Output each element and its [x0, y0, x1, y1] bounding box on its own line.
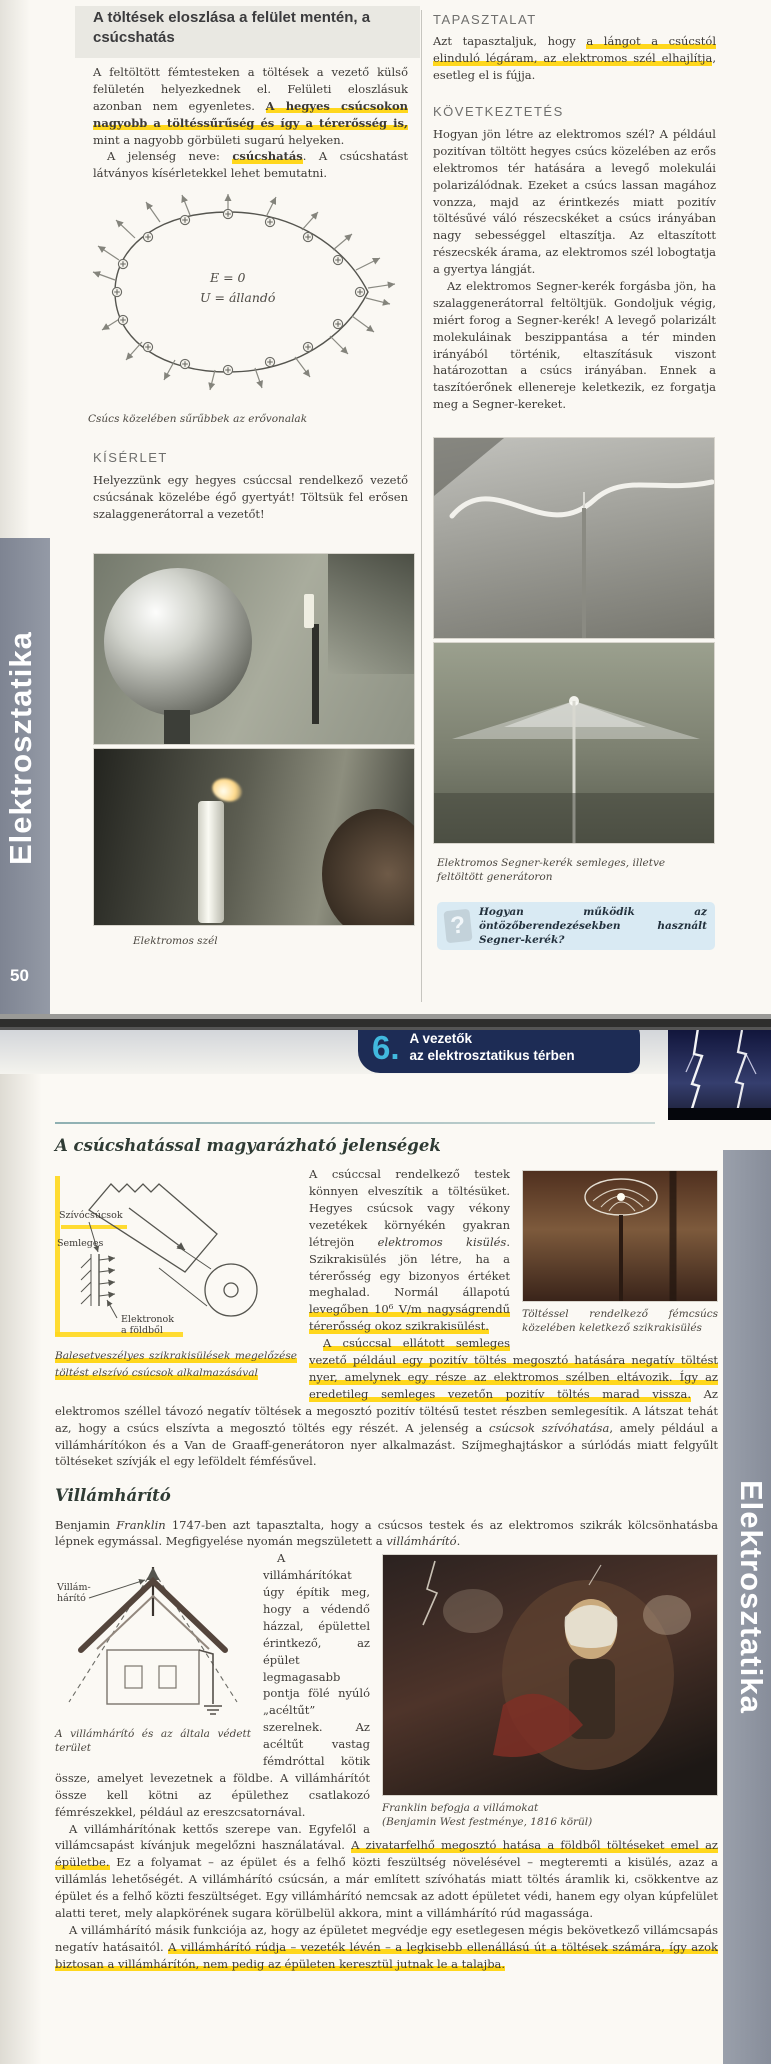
generator-column: [164, 710, 190, 745]
candle: [198, 801, 224, 923]
highlighted-text: A csúccsal ellátott semleges vezető például egy pozitív töltés megosztó hatására negatív töltést nyer, amelynek egy része az elektromos szélben eltávozik. Így az eredetileg semleges vezetőn pozitív töltés marad vissza.: [309, 1336, 718, 1401]
question-text: Hogyan működik az öntözőberendezésekben használt Segner-kerék?: [479, 905, 707, 947]
roller: [205, 1264, 257, 1316]
conclusion-text: [433, 126, 716, 413]
page1-left-margin-shade: [0, 0, 30, 540]
section-rule: [55, 1122, 655, 1124]
chapter-title-line2: az elektrosztatikus térben: [409, 1048, 575, 1063]
text-run: .: [456, 1534, 461, 1549]
house-body: [107, 1650, 199, 1704]
label-electrons-1: Elektronok: [121, 1314, 175, 1326]
paragraph: [55, 1517, 718, 1551]
conclusion-paragraph-1: Hogyan jön létre az elektromos szél? A például pozitívan töltött hegyes csúcs közelében az erős elektromos tér hatására a levegő molekulái polarizálódnak. Ezeket a csúcs lassan magához vonzza, majd az érintkezés miatt pozitív töltésűvé váló részecskéket a csúcs irányában nagy sebességgel eltaszítja. Az eltaszított részecskék árama, az elektromos szél lobogtatja a gyertya lángját.: [433, 127, 716, 277]
text-run: Azt tapasztaljuk, hogy: [433, 34, 587, 48]
paragraph: A villámhárítókat úgy építik meg, hogy a védendő házzal, épülettel érintkező, az épület legmagasabb pontja fölé nyúló „acéltűt” szerelnek. Az acéltűt vastag fémdróttal kötik össze, amelyet levezetnek a földbe. A villámhárítót össze kell kötni az épülethez csatlakozó fémrészekkel, például az ereszcsatornával.: [55, 1551, 370, 1819]
candle: [304, 594, 314, 628]
text-run: . Szikrakisülés jön létre, ha a térerősség egy bizonyos értéket meghalad. Normál állapotú: [309, 1234, 510, 1300]
text-run: Ez a folyamat – az épület és a felhő közti feszültség növelésével – megteremti a kisülés, azaz a villámlás lehetőségét. A villámhárító csúcsán, a már említett szívóhatás miatt töltés áramlik ki, csökkentve az épület és a felhő közti feszültséget. Egy villámhárító nemcsak az adott épületet védi, hanem egy olyan kúpfelület alatti teret, mely alapkörének sugara körülbelül akkora, mint a villámhárító rúd magassága.: [55, 1855, 718, 1921]
text-run: , esetleg el is fújja.: [433, 50, 716, 82]
hand-silhouette: [322, 809, 415, 926]
window: [159, 1666, 176, 1688]
highlighted-text: levegőben 10⁶ V/m nagyságrendű térerősség okoz szikrakisülést.: [309, 1302, 510, 1334]
segner-wheel-wire: [434, 438, 715, 639]
photo-segner-neutral: [433, 437, 715, 639]
house-diagram-figure: [55, 1554, 251, 1755]
italic-term: elektromos kisülés: [377, 1234, 507, 1249]
experiment-heading: KÍSÉRLET: [93, 450, 168, 465]
label-potential-constant: U = állandó: [200, 290, 276, 305]
marker-line-horizontal: [55, 1332, 183, 1337]
intro-paragraphs: [93, 64, 408, 182]
column-divider: [421, 10, 422, 1002]
chapter-title-line1: A vezetők: [409, 1031, 473, 1047]
experiment-text: Helyezzünk egy hegyes csúccsal rendelkező vezető csúcsának közelébe égő gyertyát! Töltsük fel erősen szalaggenerátorral a vezetőt!: [93, 473, 408, 521]
lightning-bolts: [668, 1030, 771, 1120]
diagram-caption: Csúcs közelében sűrűbbek az erővonalak: [88, 413, 308, 425]
text-run: A csúccsal rendelkező testek könnyen elveszítik a töltésüket. Hegyes csúcsok vagy vékony vezetékek környékén gyakran létrejön: [309, 1167, 510, 1249]
page-number: 50: [10, 966, 29, 985]
painting-caption-line2: (Benjamin West festménye, 1816 körül): [382, 1816, 593, 1829]
franklin-painting-figure: [382, 1554, 718, 1829]
page1-sidebar: [0, 538, 50, 1016]
paragraph: [55, 1922, 718, 1973]
chapter-banner: [358, 1030, 640, 1073]
conclusion-heading: KÖVETKEZTETÉS: [433, 104, 564, 119]
highlighted-text: A villámhárító rúdja – vezeték lévén – a legkisebb ellenállású út a töltések számára, így azok biztosan a villámhárítón, nem pedig az épületen keresztül jutnak le a talajba.: [55, 1939, 719, 1971]
label-lightning-rod-2: hárító: [57, 1593, 86, 1605]
highlighted-text: A hegyes csúcsokon nagyobb a töltéssűrűség és így a térerősség is,: [93, 98, 408, 130]
text-run: mint a nagyobb görbületi sugarú helyeken.: [93, 132, 345, 147]
italic-term: Franklin: [116, 1517, 166, 1532]
photo-caption-segner: Elektromos Segner-kerék semleges, illetve feltöltött generátoron: [437, 857, 666, 884]
window: [125, 1666, 142, 1688]
highlighted-text: a lángot a csúcstól elinduló légáram, az elektromos szél elhajlítja: [433, 34, 716, 65]
text-run: A feltöltött fémtesteken a töltések a vezető külső felületén helyezkednek el. Felületi eloszlásuk azonban nem egyenletes.: [93, 65, 408, 113]
marker-line-vertical: [55, 1176, 60, 1336]
highlighted-text: csúcshatás: [232, 149, 303, 164]
house-diagram-caption: A villámhárító és az általa védett terület: [55, 1728, 251, 1755]
text-run: Benjamin: [55, 1517, 117, 1532]
section-heading-peak-effect: A csúcshatással magyarázható jelenségek: [55, 1136, 441, 1155]
field-lines-drawing: [88, 192, 410, 404]
razor-diagram-figure: [55, 1170, 297, 1381]
down-conductor: [199, 1650, 213, 1704]
page2-sidebar: [723, 1150, 771, 2064]
generator-sphere: [104, 568, 252, 716]
page2: [0, 1030, 771, 2064]
painting-caption: [382, 1801, 718, 1829]
painting-detail: [383, 1555, 718, 1796]
label-lightning-rod-1: Villám-: [57, 1582, 91, 1594]
razor-diagram: [55, 1170, 297, 1342]
paragraph: [55, 1821, 718, 1922]
text-run: A jelenség neve:: [107, 149, 233, 164]
electric-wind-mist: [434, 643, 715, 844]
background-figure: [328, 554, 414, 674]
text-run: 1747-ben azt tapasztalta, hogy a csúcsos testek és az elektromos szikrák kölcsönhatásba lépnek egymással. Megfigyelése nyomán megszületett a: [55, 1517, 718, 1549]
text-run: Az elektromos széllel távozó negatív töltések a megosztó pozitív töltésű testet részben semlegesítik. A látszat tehát az, hogy a csúcs elszívta a megosztó töltés egy részét. A jelenség a: [55, 1386, 718, 1435]
page2-left-margin-shade: [0, 1074, 60, 2064]
photo-caption-electric-wind: Elektromos szél: [133, 935, 218, 947]
chapter-title: [410, 1031, 575, 1065]
conclusion-paragraph-2: Az elektromos Segner-kerék forgásba jön, ha szalaggenerátorral feltöltjük. Gondoljuk végig, miért forog a Segner-kerék! A levegő polarizált molekuláinak beszippantása a tér minden irányából történik, eltaszításuk viszont határozottan a csúcs irányában. Ennek a taszítóerőnek ellenereje keletkezik, ez forgatja meg a Segner-kereket.: [433, 279, 716, 412]
paragraph: [93, 64, 408, 148]
spark-photo-figure: [522, 1170, 718, 1335]
ground-symbol: [204, 1706, 222, 1714]
candle-stand: [312, 624, 319, 724]
house-diagram: [55, 1554, 251, 1720]
chapter-number: 6.: [372, 1030, 400, 1066]
spark-photo: [522, 1170, 718, 1302]
label-suction-points: Szívócsúcsok: [59, 1210, 123, 1222]
text-run: . A csúcshatást látványos kísérletekkel lehet bemutatni.: [93, 149, 408, 181]
question-icon: ?: [443, 909, 472, 944]
spark-photo-caption: Töltéssel rendelkező fémcsúcs közelében keletkező szikrakisülés: [522, 1308, 718, 1335]
article-title: A töltések eloszlása a felület mentén, a csúcshatás: [93, 9, 371, 47]
label-electrons-2: a földből: [121, 1325, 163, 1337]
photo-van-de-graaff: [93, 553, 415, 745]
franklin-painting: [382, 1554, 718, 1796]
observation-heading: TAPASZTALAT: [433, 12, 537, 27]
sidebar-chapter-label: Elektrosztatika: [734, 1480, 769, 1714]
spark-mesh: [523, 1171, 718, 1302]
text-run: A villámhárítónak kettős szerepe van. Egyfelől a villámcsapást kívánjuk megelőzni használatával.: [55, 1821, 370, 1853]
italic-term: csúcsok szívóhatása: [489, 1420, 610, 1435]
text-run: A villámhárító másik funkciója az, hogy az épületet megvédje egy esetlegesen mégis bekövetkező villámcsapás negatív hatásaitól.: [55, 1922, 718, 1954]
label-field-zero: E = 0: [210, 270, 246, 285]
suction-points: [99, 1258, 115, 1296]
italic-term: villámhárító: [386, 1534, 457, 1549]
razor-diagram-caption: Balesetveszélyes szikrakisülések megelőzése töltést elszívó csúcsok alkalmazásával: [55, 1350, 297, 1380]
page2-content: [55, 1134, 718, 1973]
paragraph: [93, 148, 408, 182]
sidebar-chapter-label: Elektrosztatika: [3, 631, 38, 865]
field-lines-diagram: [88, 192, 410, 426]
page-divider: [0, 1014, 771, 1030]
label-neutral: Semleges: [57, 1238, 104, 1250]
photo-segner-charged: [433, 642, 715, 844]
photo-electric-wind-candle: [93, 748, 415, 926]
section-heading-lightning-rod: Villámhárító: [55, 1486, 171, 1506]
lightning-photo: [668, 1030, 771, 1120]
question-box: [437, 902, 715, 950]
painting-caption-line1: Franklin befogja a villámokat: [382, 1802, 539, 1815]
ground-hatching: [81, 1254, 91, 1306]
text-run: , amely például a villámhárítókon és a Van de Graaff-generátoron nyer alkalmazást. Szíjmeghajtáskor a súrlódás miatt felgyűlt töltéseket szívják el egy leföldelt fémfésűvel.: [55, 1420, 718, 1469]
highlighted-text: A zivatarfelhő megosztó hatása a földből töltéseket emel az épületbe.: [55, 1838, 718, 1870]
observation-text: [433, 33, 716, 84]
